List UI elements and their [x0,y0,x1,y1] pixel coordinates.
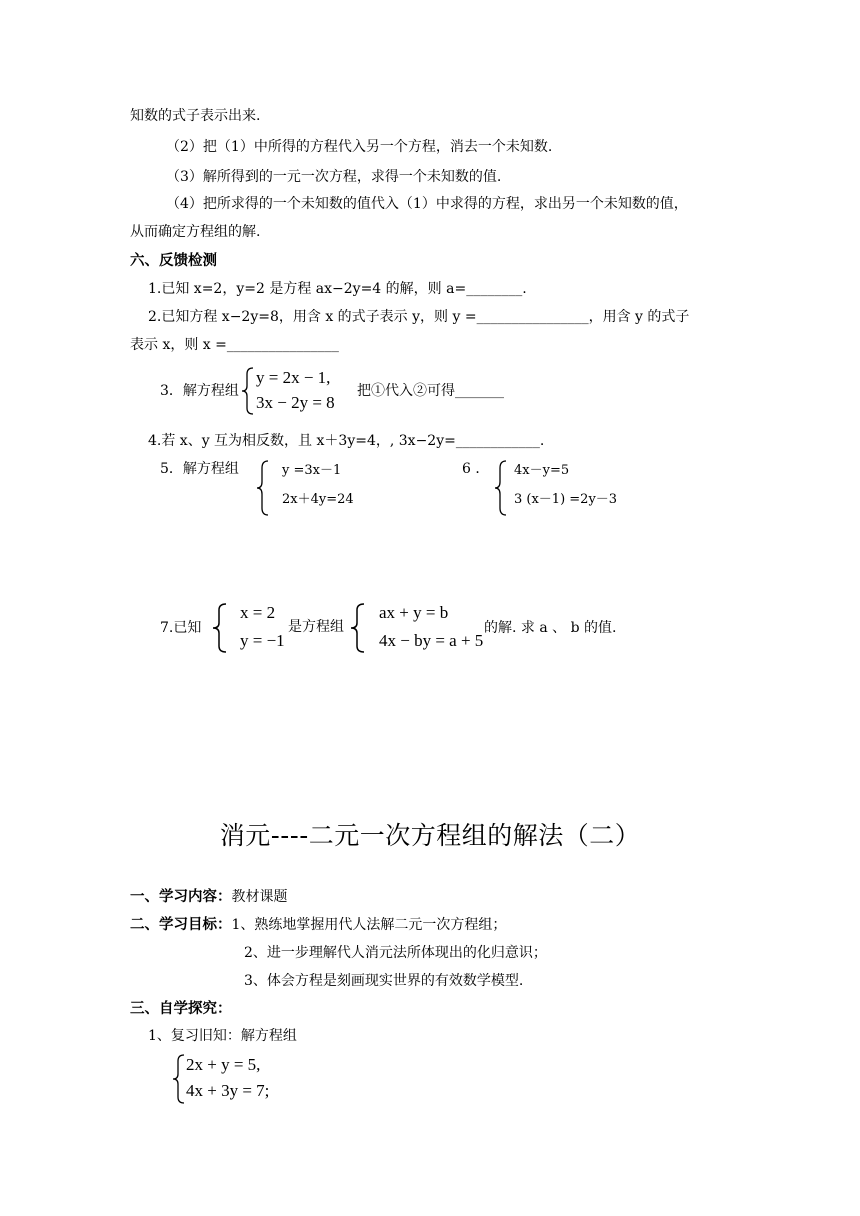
question-3-tail: 把①代入②可得_______ [357,383,504,399]
brace-icon [256,459,270,517]
equation: 4x + 3y = 7; [186,1081,270,1100]
section-text: 教材课题 [231,889,288,905]
section-1 [130,887,288,907]
brace-icon [494,459,508,517]
list-item: 1、复习旧知：解方程组 [148,1028,297,1044]
question-7-label: 7.已知 [160,620,202,636]
question-1: 1.已知 x=2，y=2 是方程 ax−2y=4 的解，则 a=________. [148,281,527,297]
equation: x = 2 [240,603,276,622]
question-3-label: 3．解方程组 [160,383,239,399]
goal-item: 2、进一步理解代人消元法所体现出的化归意识； [244,945,547,961]
text-line: （2）把（1）中所得的方程代入另一个方程，消去一个未知数. [166,139,553,155]
question-2-cont: 表示 x，则 x =________________ [130,337,339,353]
equation: ax + y = b [379,603,449,622]
section-heading: 六、反馈检测 [130,253,217,269]
question-7-mid: 是方程组 [288,619,344,635]
question-4: 4.若 x、y 互为相反数，且 x＋3y=4，, 3x−2y=____________. [148,433,545,449]
brace-icon [172,1053,186,1105]
text-line: （4）把所求得的一个未知数的值代入（1）中求得的方程，求出另一个未知数的值， [166,196,688,212]
equation: 2x＋4y=24 [282,492,354,507]
equation: 3x − 2y = 8 [256,393,335,412]
text-line: （3）解所得到的一元一次方程，求得一个未知数的值. [166,169,502,185]
question-6-label: 6 ． [462,461,490,477]
section-2 [130,915,506,935]
equation: y = 2x − 1, [256,368,331,387]
goal-item: 3、体会方程是刻画现实世界的有效数学模型. [244,973,524,989]
equation: 4x－y=5 [514,463,570,478]
brace-icon [241,366,255,416]
section-heading: 三、自学探究： [130,1001,232,1017]
page-title: 消元----二元一次方程组的解法（二） [219,821,641,850]
goal-item: 1、熟练地掌握用代人法解二元一次方程组； [231,917,507,933]
question-5-label: 5．解方程组 [160,461,239,477]
question-2: 2.已知方程 x−2y=8，用含 x 的式子表示 y，则 y =________________，用含 y 的式子 [148,309,690,325]
question-7-tail: 的解. 求 a 、 b 的值. [484,620,617,636]
equation: 4x − by = a + 5 [379,631,484,650]
section-heading: 一、学习内容： [130,889,232,905]
equation: 3 (x－1) =2y－3 [514,492,618,507]
equation: y =3x－1 [282,463,342,478]
brace-icon [350,602,366,654]
section-heading: 二、学习目标： [130,917,232,933]
equation: 2x + y = 5, [186,1055,261,1074]
text-line: 知数的式子表示出来. [130,108,261,124]
brace-icon [212,602,228,654]
equation: y = −1 [240,631,285,650]
text-line: 从而确定方程组的解. [130,224,261,240]
